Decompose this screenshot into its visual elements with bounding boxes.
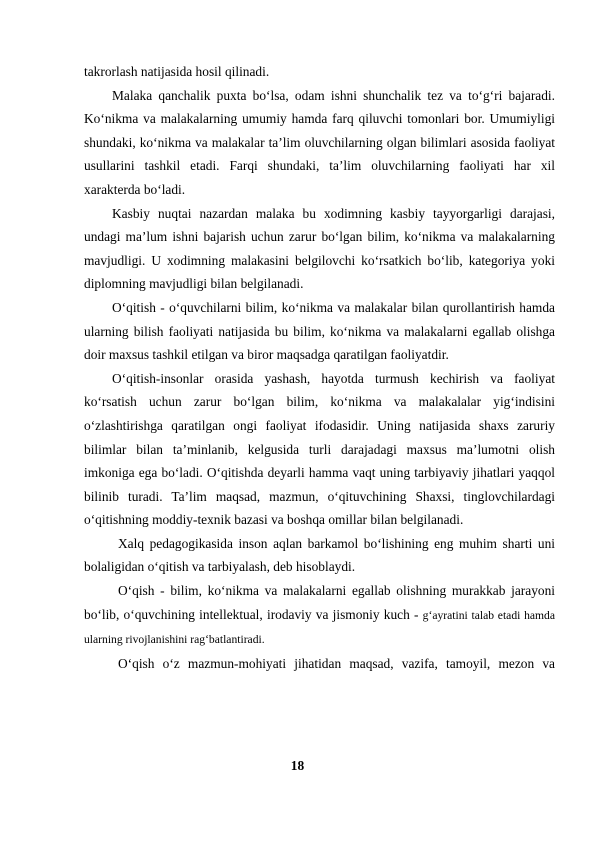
paragraph-6: Xalq pedagogikasida inson aqlan barkamol bo‘lishining eng muhim sharti uni bolaligidan o‘qitish va tarbiyalash, deb hisoblaydi. (84, 535, 555, 575)
paragraph-7 (84, 579, 555, 652)
paragraph-5: O‘qitish-insonlar orasida yashash, hayotda turmush kechirish va faoliyat ko‘rsatish uchun zarur bo‘lgan bilim, ko‘nikma va malakalalar yig‘indisini o‘zlashtirishga qaratilgan ongi faoliyat ifodasidir. Uning natijasida shaxs zaruriy bilimlar bilan ta’minlanib, kelgusida turli darajadagi maxsus ma’lumotni olish imkoniga ega bo‘ladi. O‘qitishda deyarli hamma vaqt uning tarbiyaviy jihatlari yaqqol bilinib turadi. Ta’lim maqsad, mazmun, o‘qituvchining Shaxsi, tinglovchilardagi o‘qitishning moddiy-texnik bazasi va boshqa omillar bilan belgilanadi. (84, 370, 555, 528)
paragraph-8: O‘qish o‘z mazmun-mohiyati jihatidan maqsad, vazifa, tamoyil, mezon va (118, 655, 555, 671)
paragraph-1: takrorlash natijasida hosil qilinadi. (84, 64, 270, 79)
paragraph-3: Kasbiy nuqtai nazardan malaka bu xodimning kasbiy tayyorgarligi darajasi, undagi ma’lum ishni bajarish uchun zarur bo‘lgan bilim, ko‘nikma va malakalarning mavjudligi. U xodimning malakasini belgilovchi ko‘rsatkich bo‘lib, kategoriya yoki diplomning mavjudligi bilan belgilanadi. (84, 205, 555, 292)
paragraph-2: Malaka qanchalik puxta bo‘lsa, odam ishni shunchalik tez va to‘g‘ri bajaradi. Ko‘nikma va malakalarning umumiy hamda farq qiluvchi tomonlari bor. Umumiyligi shundaki, ko‘nikma va malakalar ta’lim oluvchilarning olgan bilimlari asosida faoliyat usullarini tashkil etadi. Farqi shundaki, ta’lim oluvchilarning faoliyati har xil xarakterda bo‘ladi. (84, 87, 555, 197)
paragraph-7-main-text: O‘qish - bilim, ko‘nikma va malakalarni egallab olishning murakkab jarayoni bo‘lib, o‘quvchining intellektual, irodaviy va jismoniy kuch - (84, 583, 555, 622)
paragraph-4: O‘qitish - o‘quvchilarni bilim, ko‘nikma va malakalar bilan qurollantirish hamda ularning bilish faoliyati natijasida bu bilim, ko‘nikma va malakalarni egallab olishga doir maxsus tashkil etilgan va biror maqsadga qaratilgan faoliyatdir. (84, 299, 555, 363)
page-number: 18 (290, 758, 305, 773)
document-page (84, 60, 555, 675)
paragraph-7-small-text: g‘ayratini talab etadi hamda ularning rivojlanishini rag‘batlantiradi. (84, 608, 555, 647)
